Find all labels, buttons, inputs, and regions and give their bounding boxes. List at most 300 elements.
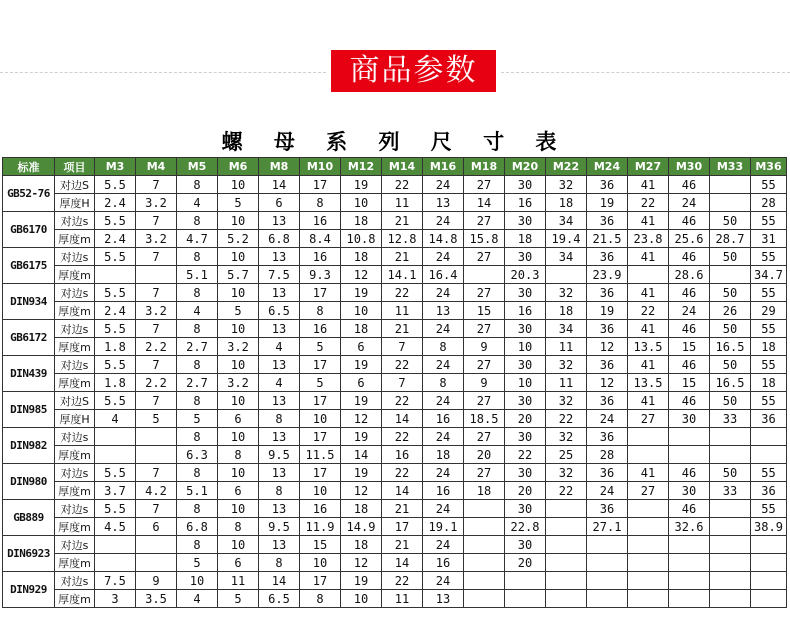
value-cell: 30 [505, 464, 546, 482]
value-cell: 9 [464, 374, 505, 392]
value-cell: 5.7 [218, 266, 259, 284]
standard-cell: DIN980 [3, 464, 55, 500]
value-cell: 21 [382, 500, 423, 518]
header-size: M22 [546, 158, 587, 176]
value-cell: 27 [464, 428, 505, 446]
property-cell: 厚度m [55, 554, 95, 572]
value-cell: 5 [177, 554, 218, 572]
value-cell: 27 [464, 284, 505, 302]
value-cell: 27 [464, 464, 505, 482]
value-cell: 16 [423, 554, 464, 572]
value-cell: 16 [382, 446, 423, 464]
value-cell: 8 [177, 392, 218, 410]
table-row [3, 536, 787, 554]
value-cell: 1.8 [95, 338, 136, 356]
value-cell: 21 [382, 212, 423, 230]
value-cell: 9 [464, 338, 505, 356]
value-cell: 2.2 [136, 374, 177, 392]
value-cell: 12 [587, 374, 628, 392]
value-cell: 50 [710, 356, 751, 374]
property-cell: 对边S [55, 392, 95, 410]
value-cell: 55 [751, 320, 787, 338]
value-cell [751, 554, 787, 572]
value-cell: 10 [218, 176, 259, 194]
value-cell: 17 [300, 356, 341, 374]
value-cell [587, 554, 628, 572]
value-cell: 5.5 [95, 464, 136, 482]
value-cell: 3 [95, 590, 136, 608]
value-cell: 12 [341, 266, 382, 284]
value-cell: 10 [300, 482, 341, 500]
value-cell: 20 [505, 482, 546, 500]
value-cell: 19.1 [423, 518, 464, 536]
value-cell: 14 [341, 446, 382, 464]
value-cell: 30 [505, 392, 546, 410]
value-cell [136, 536, 177, 554]
value-cell: 41 [628, 392, 669, 410]
value-cell: 4 [95, 410, 136, 428]
value-cell: 8 [300, 590, 341, 608]
value-cell [628, 572, 669, 590]
value-cell [628, 518, 669, 536]
value-cell [751, 572, 787, 590]
value-cell: 34.7 [751, 266, 787, 284]
value-cell: 21 [382, 320, 423, 338]
value-cell: 24 [423, 428, 464, 446]
value-cell: 19 [341, 428, 382, 446]
header-size: M4 [136, 158, 177, 176]
value-cell: 13.5 [628, 338, 669, 356]
value-cell: 3.5 [136, 590, 177, 608]
value-cell: 4 [177, 302, 218, 320]
value-cell: 55 [751, 500, 787, 518]
value-cell: 10 [300, 410, 341, 428]
header-size: M6 [218, 158, 259, 176]
value-cell: 7 [136, 212, 177, 230]
value-cell: 22 [382, 392, 423, 410]
value-cell: 8 [218, 518, 259, 536]
value-cell: 5.5 [95, 320, 136, 338]
table-row [3, 356, 787, 374]
standard-cell: GB6172 [3, 320, 55, 356]
value-cell: 15 [669, 374, 710, 392]
value-cell: 8 [177, 212, 218, 230]
property-cell: 厚度H [55, 410, 95, 428]
value-cell: 5.5 [95, 284, 136, 302]
value-cell: 6 [259, 194, 300, 212]
value-cell: 22 [382, 464, 423, 482]
table-row [3, 554, 787, 572]
table-row [3, 464, 787, 482]
value-cell: 15.8 [464, 230, 505, 248]
value-cell: 21 [382, 248, 423, 266]
value-cell: 7 [136, 248, 177, 266]
value-cell: 24 [423, 536, 464, 554]
value-cell: 13 [259, 392, 300, 410]
value-cell: 27.1 [587, 518, 628, 536]
value-cell: 9.5 [259, 446, 300, 464]
value-cell: 36 [587, 464, 628, 482]
value-cell: 41 [628, 212, 669, 230]
value-cell: 46 [669, 284, 710, 302]
value-cell: 18 [341, 536, 382, 554]
value-cell: 4.7 [177, 230, 218, 248]
value-cell [710, 536, 751, 554]
value-cell: 3.2 [136, 194, 177, 212]
value-cell: 24 [587, 410, 628, 428]
value-cell: 32 [546, 464, 587, 482]
value-cell: 8 [177, 320, 218, 338]
value-cell: 50 [710, 464, 751, 482]
table-row [3, 482, 787, 500]
table-row [3, 212, 787, 230]
value-cell: 18 [341, 500, 382, 518]
table-row [3, 500, 787, 518]
value-cell: 7 [136, 464, 177, 482]
value-cell: 55 [751, 248, 787, 266]
value-cell: 30 [669, 482, 710, 500]
value-cell: 14 [259, 176, 300, 194]
standard-cell: DIN982 [3, 428, 55, 464]
value-cell: 10 [218, 392, 259, 410]
property-cell: 厚度m [55, 374, 95, 392]
standard-cell: DIN929 [3, 572, 55, 608]
value-cell [464, 500, 505, 518]
value-cell: 8 [177, 248, 218, 266]
value-cell: 10 [218, 500, 259, 518]
header-item: 项目 [55, 158, 95, 176]
table-row [3, 320, 787, 338]
value-cell: 14.8 [423, 230, 464, 248]
value-cell [546, 500, 587, 518]
value-cell: 8 [259, 554, 300, 572]
header-size: M16 [423, 158, 464, 176]
header-size: M30 [669, 158, 710, 176]
header-row [3, 158, 787, 176]
property-cell: 对边s [55, 284, 95, 302]
table-row [3, 590, 787, 608]
value-cell [710, 590, 751, 608]
property-cell: 对边s [55, 320, 95, 338]
value-cell: 4.5 [95, 518, 136, 536]
value-cell: 27 [464, 176, 505, 194]
value-cell: 30 [505, 284, 546, 302]
value-cell: 10 [341, 590, 382, 608]
value-cell: 19 [587, 302, 628, 320]
standard-cell: DIN6923 [3, 536, 55, 572]
value-cell: 11 [382, 302, 423, 320]
value-cell: 18 [751, 374, 787, 392]
value-cell: 16 [300, 320, 341, 338]
value-cell: 17 [300, 428, 341, 446]
value-cell: 27 [464, 392, 505, 410]
value-cell: 55 [751, 176, 787, 194]
value-cell: 4.2 [136, 482, 177, 500]
value-cell: 31 [751, 230, 787, 248]
header-size: M10 [300, 158, 341, 176]
table-row [3, 410, 787, 428]
value-cell: 19 [341, 392, 382, 410]
value-cell: 5 [300, 374, 341, 392]
value-cell: 17 [300, 572, 341, 590]
value-cell [505, 572, 546, 590]
value-cell: 36 [587, 392, 628, 410]
value-cell [628, 428, 669, 446]
value-cell: 36 [587, 212, 628, 230]
left-divider [0, 72, 326, 73]
value-cell: 19 [341, 356, 382, 374]
value-cell [95, 554, 136, 572]
header-size: M20 [505, 158, 546, 176]
value-cell [751, 446, 787, 464]
value-cell: 10 [218, 356, 259, 374]
value-cell: 11 [382, 590, 423, 608]
value-cell: 41 [628, 356, 669, 374]
value-cell: 19 [341, 572, 382, 590]
value-cell: 11 [382, 194, 423, 212]
value-cell: 10 [218, 428, 259, 446]
value-cell: 32 [546, 176, 587, 194]
value-cell: 18 [464, 482, 505, 500]
value-cell: 46 [669, 500, 710, 518]
value-cell: 21.5 [587, 230, 628, 248]
table-body [3, 176, 787, 608]
value-cell: 8 [218, 446, 259, 464]
table-row [3, 446, 787, 464]
value-cell: 2.4 [95, 302, 136, 320]
value-cell: 5 [218, 302, 259, 320]
value-cell [136, 554, 177, 572]
value-cell: 55 [751, 284, 787, 302]
table-row [3, 428, 787, 446]
value-cell: 13 [259, 284, 300, 302]
value-cell: 30 [505, 248, 546, 266]
value-cell: 19 [587, 194, 628, 212]
value-cell: 10 [505, 338, 546, 356]
value-cell: 32 [546, 356, 587, 374]
value-cell [95, 428, 136, 446]
value-cell: 10 [341, 194, 382, 212]
header-size: M33 [710, 158, 751, 176]
value-cell: 34 [546, 212, 587, 230]
value-cell [464, 266, 505, 284]
value-cell: 20 [505, 410, 546, 428]
value-cell: 24 [423, 284, 464, 302]
value-cell: 28.7 [710, 230, 751, 248]
value-cell: 11.9 [300, 518, 341, 536]
property-cell: 厚度m [55, 338, 95, 356]
value-cell [546, 554, 587, 572]
value-cell: 8.4 [300, 230, 341, 248]
table-row [3, 194, 787, 212]
property-cell: 厚度H [55, 194, 95, 212]
property-cell: 厚度m [55, 266, 95, 284]
value-cell [628, 500, 669, 518]
header-size: M3 [95, 158, 136, 176]
value-cell: 5 [300, 338, 341, 356]
value-cell: 24 [423, 212, 464, 230]
value-cell: 24 [669, 194, 710, 212]
value-cell: 7.5 [95, 572, 136, 590]
value-cell: 46 [669, 356, 710, 374]
table-row [3, 302, 787, 320]
value-cell: 41 [628, 284, 669, 302]
value-cell [464, 554, 505, 572]
value-cell: 22 [382, 176, 423, 194]
value-cell [751, 590, 787, 608]
value-cell: 10 [300, 554, 341, 572]
value-cell: 19.4 [546, 230, 587, 248]
value-cell: 13 [259, 356, 300, 374]
header-size: M36 [751, 158, 787, 176]
value-cell: 3.2 [218, 338, 259, 356]
value-cell [710, 446, 751, 464]
value-cell: 8 [259, 410, 300, 428]
value-cell: 24 [423, 464, 464, 482]
value-cell [628, 446, 669, 464]
property-cell: 对边s [55, 248, 95, 266]
value-cell: 18 [341, 320, 382, 338]
value-cell: 10 [218, 536, 259, 554]
value-cell: 16.4 [423, 266, 464, 284]
value-cell: 36 [751, 410, 787, 428]
property-cell: 厚度m [55, 446, 95, 464]
value-cell: 13 [259, 212, 300, 230]
table-row [3, 392, 787, 410]
value-cell [546, 590, 587, 608]
value-cell: 3.7 [95, 482, 136, 500]
value-cell: 36 [587, 500, 628, 518]
value-cell: 24 [423, 248, 464, 266]
value-cell: 13 [259, 248, 300, 266]
value-cell: 8 [177, 284, 218, 302]
value-cell: 12 [341, 482, 382, 500]
value-cell: 34 [546, 248, 587, 266]
property-cell: 对边s [55, 464, 95, 482]
value-cell: 12.8 [382, 230, 423, 248]
value-cell: 32 [546, 284, 587, 302]
value-cell: 55 [751, 212, 787, 230]
value-cell [95, 536, 136, 554]
value-cell: 24 [423, 176, 464, 194]
value-cell: 25 [546, 446, 587, 464]
value-cell: 22 [628, 194, 669, 212]
header-size: M12 [341, 158, 382, 176]
value-cell [136, 446, 177, 464]
value-cell: 33 [710, 482, 751, 500]
value-cell: 6.5 [259, 302, 300, 320]
value-cell [669, 446, 710, 464]
table-row [3, 284, 787, 302]
value-cell: 36 [587, 428, 628, 446]
value-cell: 13 [259, 464, 300, 482]
value-cell: 6 [218, 554, 259, 572]
value-cell: 36 [587, 320, 628, 338]
value-cell: 16.5 [710, 374, 751, 392]
value-cell: 16 [300, 500, 341, 518]
value-cell: 18 [546, 302, 587, 320]
value-cell [628, 266, 669, 284]
value-cell: 13 [259, 536, 300, 554]
value-cell: 22.8 [505, 518, 546, 536]
header-size: M27 [628, 158, 669, 176]
property-cell: 厚度m [55, 590, 95, 608]
value-cell: 50 [710, 248, 751, 266]
value-cell: 7 [382, 374, 423, 392]
standard-cell: GB52-76 [3, 176, 55, 212]
value-cell [669, 536, 710, 554]
value-cell: 20.3 [505, 266, 546, 284]
value-cell: 17 [300, 176, 341, 194]
value-cell: 4 [259, 338, 300, 356]
standard-cell: DIN934 [3, 284, 55, 320]
value-cell: 33 [710, 410, 751, 428]
value-cell: 2.7 [177, 338, 218, 356]
value-cell [95, 266, 136, 284]
value-cell [710, 500, 751, 518]
value-cell: 32 [546, 428, 587, 446]
table-title: 螺 母 系 列 尺 寸 表 [221, 129, 569, 154]
value-cell: 5 [177, 410, 218, 428]
table-row [3, 572, 787, 590]
value-cell: 29 [751, 302, 787, 320]
property-cell: 厚度m [55, 230, 95, 248]
value-cell: 30 [505, 428, 546, 446]
value-cell: 46 [669, 320, 710, 338]
value-cell: 15 [464, 302, 505, 320]
property-cell: 对边s [55, 572, 95, 590]
value-cell: 9.3 [300, 266, 341, 284]
value-cell: 18.5 [464, 410, 505, 428]
value-cell: 30 [505, 356, 546, 374]
value-cell: 14 [382, 482, 423, 500]
value-cell: 22 [382, 572, 423, 590]
value-cell: 22 [546, 410, 587, 428]
value-cell [751, 428, 787, 446]
value-cell: 15 [669, 338, 710, 356]
header-size: M18 [464, 158, 505, 176]
value-cell: 32.6 [669, 518, 710, 536]
value-cell: 8 [177, 176, 218, 194]
standard-cell: GB6170 [3, 212, 55, 248]
table-header [3, 158, 787, 176]
value-cell: 8 [300, 302, 341, 320]
value-cell: 6.8 [259, 230, 300, 248]
value-cell: 55 [751, 356, 787, 374]
value-cell [628, 590, 669, 608]
value-cell: 27 [464, 320, 505, 338]
value-cell [505, 590, 546, 608]
value-cell: 30 [505, 536, 546, 554]
value-cell: 7 [136, 284, 177, 302]
value-cell: 30 [669, 410, 710, 428]
value-cell: 38.9 [751, 518, 787, 536]
value-cell: 6.3 [177, 446, 218, 464]
value-cell: 13 [259, 428, 300, 446]
value-cell: 32 [546, 392, 587, 410]
value-cell: 36 [587, 176, 628, 194]
value-cell: 16 [423, 482, 464, 500]
value-cell: 12 [341, 554, 382, 572]
value-cell: 22 [382, 356, 423, 374]
value-cell: 20 [464, 446, 505, 464]
value-cell [136, 266, 177, 284]
standard-cell: GB889 [3, 500, 55, 536]
value-cell: 7 [382, 338, 423, 356]
value-cell: 10.8 [341, 230, 382, 248]
value-cell: 20 [505, 554, 546, 572]
value-cell: 28.6 [669, 266, 710, 284]
